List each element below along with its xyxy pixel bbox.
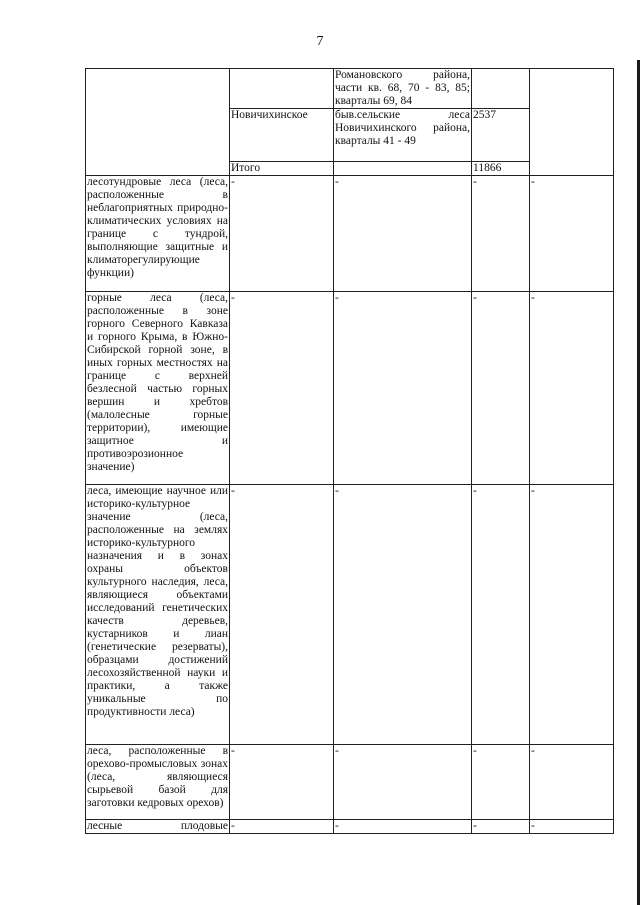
table-cell: - (530, 292, 614, 485)
table-cell: - (530, 820, 614, 834)
table-row (86, 292, 614, 485)
total-value: 11866 (472, 162, 530, 176)
table-cell: - (230, 292, 334, 485)
table-row (86, 745, 614, 820)
table-cell: - (530, 485, 614, 745)
forest-category-table (85, 68, 614, 834)
table-cell: - (530, 176, 614, 292)
table-cell: Романовского района, части кв. 68, 70 - 83, 85; кварталы 69, 84 (335, 69, 470, 107)
table-cell: быв.сельские леса Новичихинского района, кварталы 41 - 49 (334, 109, 472, 162)
table-cell: - (472, 292, 530, 485)
table-cell (334, 162, 472, 176)
table-cell (472, 69, 530, 109)
table-row (86, 69, 614, 109)
table-cell: - (230, 485, 334, 745)
table-row (86, 485, 614, 745)
category-name: леса, имеющие научное или историко-культурное значение (леса, расположенные на землях историко-культурного назначения и в зонах охраны объектов культурного наследия, леса, являющиеся объектами исследований генетических качеств деревьев, кустарников и лиан (генетические резерваты), образцами достижений лесохозяйственной науки и практики, а также уникальные по продуктивности леса) (86, 485, 230, 745)
table-cell (230, 69, 334, 109)
table-cell: 2537 (472, 109, 530, 162)
table-cell: - (472, 485, 530, 745)
table-cell: - (334, 820, 472, 834)
table-cell: - (334, 485, 472, 745)
category-name: горные леса (леса, расположенные в зоне горного Северного Кавказа и горного Крыма, в Южно-Сибирской горной зоне, в иных горных местностях на границе с верхней безлесной частью горных вершин и хребтов (малолесные горные территории), имеющие защитное и противоэрозионное значение) (86, 292, 230, 485)
table-cell: - (230, 176, 334, 292)
table-cell (86, 69, 230, 176)
category-name: леса, расположенные в орехово-промысловых зонах (леса, являющиеся сырьевой базой для заготовки кедровых орехов) (86, 745, 230, 820)
table-cell: - (472, 820, 530, 834)
table-cell: - (530, 745, 614, 820)
category-name: лесотундровые леса (леса, расположенные в неблагоприятных природно-климатических условиях на границе с тундрой, выполняющие защитные и климаторегулирующие функции) (86, 176, 230, 292)
page-number: 7 (316, 34, 324, 49)
table-row (86, 820, 614, 834)
table-cell: - (334, 745, 472, 820)
table-cell (530, 69, 614, 176)
table-cell: - (334, 176, 472, 292)
table-cell: Новичихинское (230, 109, 334, 162)
table-cell: - (230, 745, 334, 820)
total-label: Итого (230, 162, 334, 176)
table-cell: - (472, 745, 530, 820)
table-cell: - (230, 820, 334, 834)
table-cell: - (334, 292, 472, 485)
category-name: лесные плодовые (87, 820, 228, 832)
table-row (86, 176, 614, 292)
table-cell: - (472, 176, 530, 292)
